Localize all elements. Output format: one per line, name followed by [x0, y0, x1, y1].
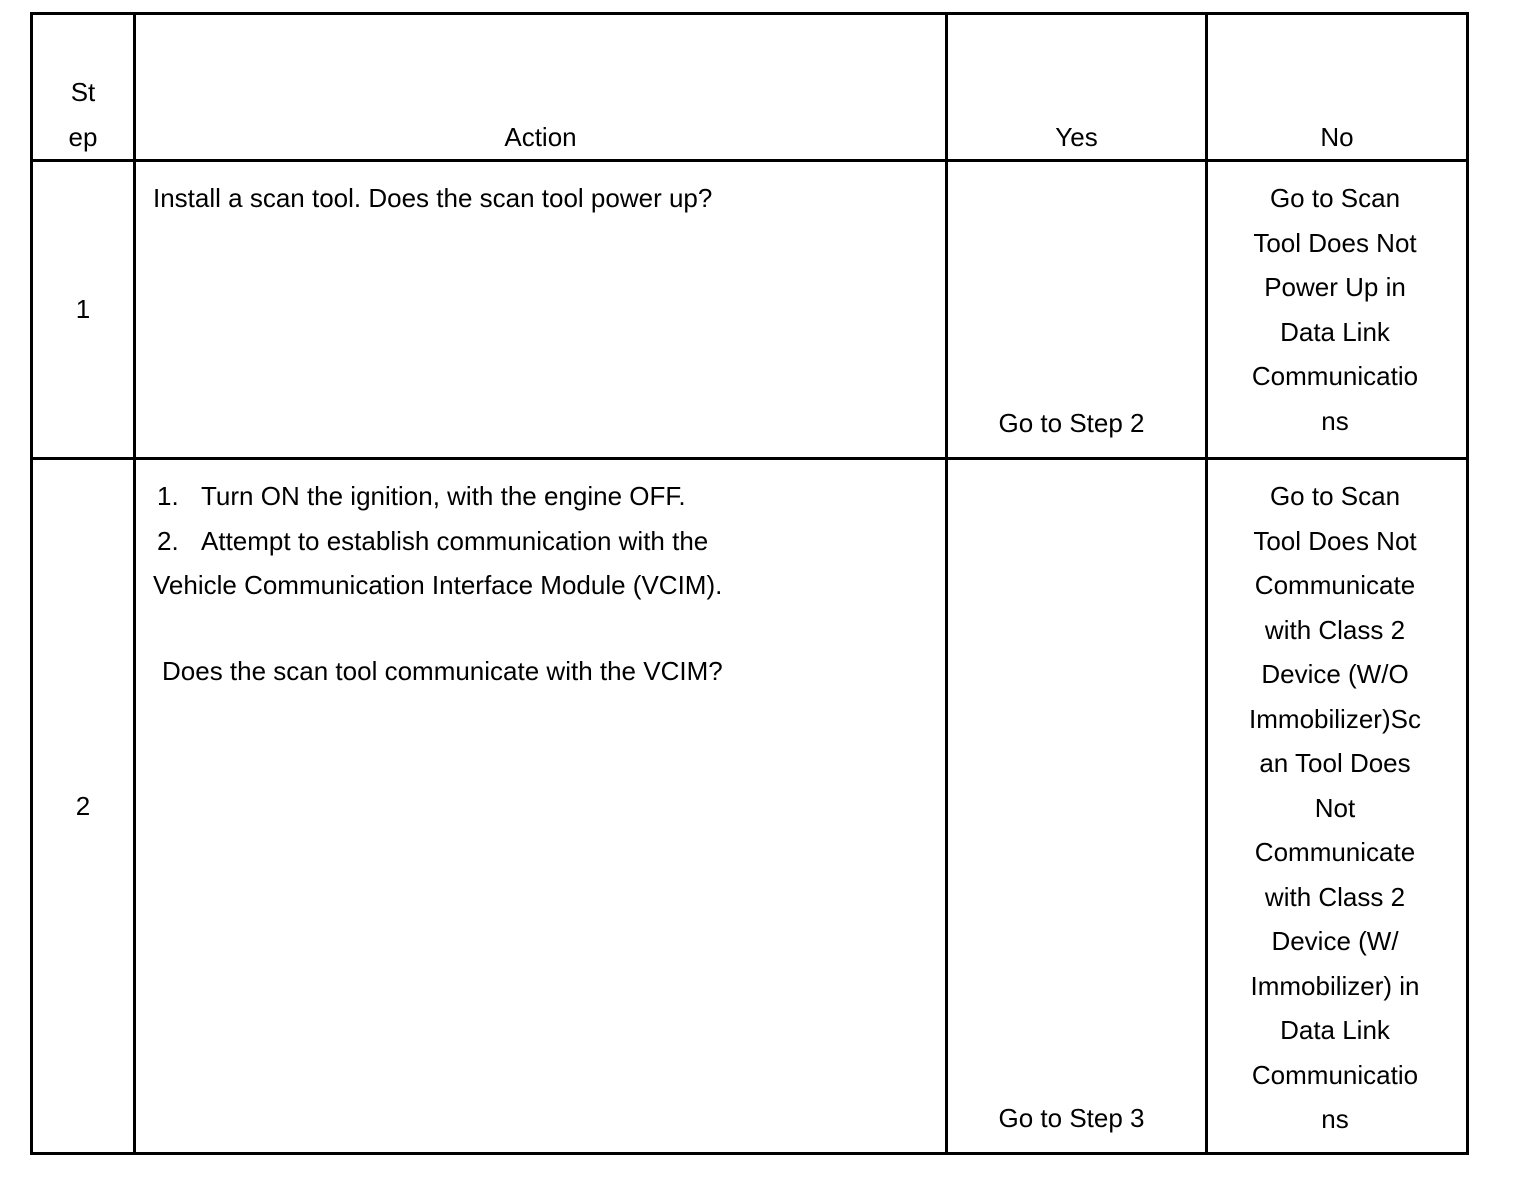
action-text: Install a scan tool. Does the scan tool power up?: [153, 183, 713, 213]
action-cell: [135, 459, 947, 1154]
action-question: Does the scan tool communicate with the VCIM?: [162, 655, 723, 686]
action-step-2: 2. Attempt to establish communication with the: [157, 525, 709, 556]
header-action: Action: [135, 14, 947, 161]
action-continuation: Vehicle Communication Interface Module (VCIM).: [153, 570, 723, 600]
action-cell: [135, 161, 947, 459]
header-yes: Yes: [947, 14, 1207, 161]
header-no: No: [1207, 14, 1468, 161]
yes-cell: Go to Step 3: [947, 459, 1207, 1154]
no-cell: Go to Scan Tool Does Not Communicate with Class 2 Device (W/O Immobilizer)Sc an Tool Does Not Communicate with Class 2 Device (W/ Immobilizer) in Data Link Communicatio ns: [1207, 459, 1468, 1154]
header-step: St ep: [32, 14, 135, 161]
action-step-1: 1. Turn ON the ignition, with the engine OFF.: [157, 481, 686, 511]
step-number: 1: [32, 161, 135, 459]
table-row: [32, 161, 1468, 459]
table-row: [32, 459, 1468, 1154]
yes-cell: Go to Step 2: [947, 161, 1207, 459]
no-cell: Go to Scan Tool Does Not Power Up in Data Link Communicatio ns: [1207, 161, 1468, 459]
header-row: [32, 14, 1468, 161]
diagnostic-table: [30, 12, 1469, 1155]
step-number: 2: [32, 459, 135, 1154]
